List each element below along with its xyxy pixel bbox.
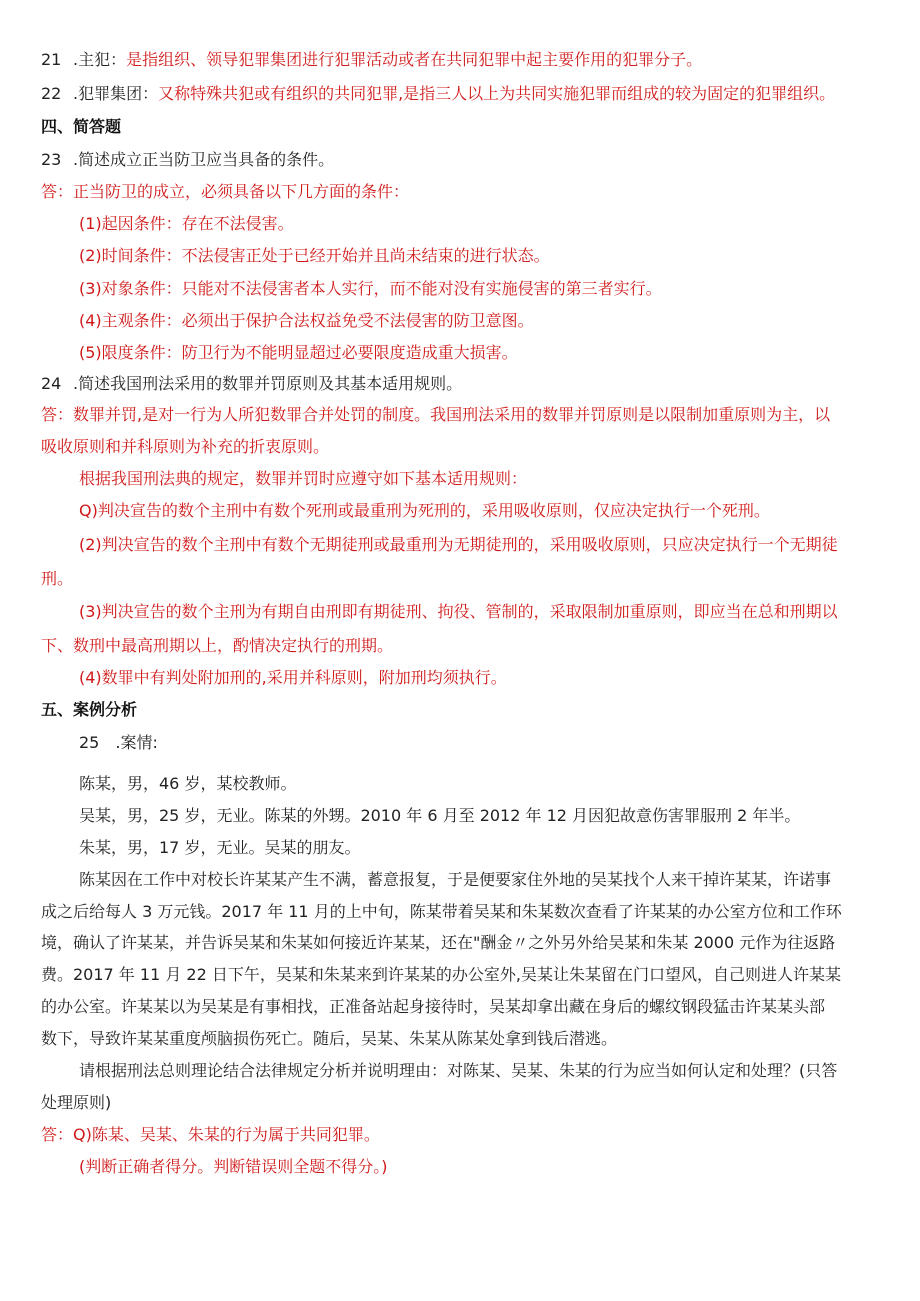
item-number: 24 [41,374,62,393]
rule: (2)判决宣告的数个主刑中有数个无期徒刑或最重刑为无期徒刑的，采用吸收原则，只应决定执行一个无期徒 [79,535,838,554]
section-heading: 五、案例分析 [41,700,138,719]
answer-intro: 答：正当防卫的成立，必须具备以下几方面的条件： [41,182,410,201]
case-person: 陈某，男，46 岁，某校教师。 [79,774,297,793]
item-21 [41,50,702,70]
case-story-line: 成之后给每人 3 万元钱。2017 年 11 月的上中旬，陈某带着吴某和朱某数次查看了许某某的办公室方位和工作环 [41,902,842,921]
case-question: 请根据刑法总则理论结合法律规定分析并说明理由：对陈某、吴某、朱某的行为应当如何认定和处理？(只答 [79,1061,838,1080]
answer-text: 答：数罪并罚,是对一行为人所犯数罪合并处罚的制度。我国刑法采用的数罪并罚原则是以限制加重原则为主，以 [41,405,831,424]
definition: 又称特殊共犯或有组织的共同犯罪,是指三人以上为共同实施犯罪而组成的较为固定的犯罪组织。 [158,84,836,103]
question-23 [41,150,334,170]
answer-text: 吸收原则和并科原则为补充的折衷原则。 [41,437,330,456]
question-text: .简述我国刑法采用的数罪并罚原则及其基本适用规则。 [73,374,463,393]
case-question: 处理原则) [41,1093,112,1112]
answer-point: (2)时间条件：不法侵害正处于已经开始并且尚未结束的进行状态。 [79,246,550,265]
case-story-line: 陈某因在工作中对校长许某某产生不满，蓄意报复，于是便要家住外地的吴某找个人来干掉许某某，许诺事 [79,870,832,889]
term: .主犯： [73,50,127,69]
term: .犯罪集团： [73,84,159,103]
case-heading: 25 .案情: [79,733,158,752]
section-heading: 四、简答题 [41,117,122,136]
case-story-line: 境，确认了许某某，并告诉吴某和朱某如何接近许某某，还在"酬金〃之外另外给吴某和朱某 2000 元作为往返路 [41,933,836,952]
item-number: 22 [41,84,62,103]
case-answer: 答：Q)陈某、吴某、朱某的行为属于共同犯罪。 [41,1125,380,1144]
definition: 是指组织、领导犯罪集团进行犯罪活动或者在共同犯罪中起主要作用的犯罪分子。 [126,50,703,69]
case-story-line: 费。2017 年 11 月 22 日下午，吴某和朱某来到许某某的办公室外,吴某让朱某留在门口望风，自己则进人许某某 [41,965,841,984]
question-24 [41,374,462,394]
rule: Q)判决宣告的数个主刑中有数个死刑或最重刑为死刑的，采用吸收原则，仅应决定执行一个死刑。 [79,501,770,520]
case-person: 吴某，男，25 岁，无业。陈某的外甥。2010 年 6 月至 2012 年 12 月因犯故意伤害罪服刑 2 年半。 [79,806,801,825]
rule-continued: 下、数刑中最高刑期以上，酌情决定执行的刑期。 [41,636,394,655]
answer-point: (5)限度条件：防卫行为不能明显超过必要限度造成重大损害。 [79,343,518,362]
rule-continued: 刑。 [41,569,74,588]
question-text: .简述成立正当防卫应当具备的条件。 [73,150,335,169]
answer-point: (3)对象条件：只能对不法侵害者本人实行，而不能对没有实施侵害的第三者实行。 [79,279,662,298]
item-number: 21 [41,50,62,69]
scoring-note: (判断正确者得分。判断错误则全题不得分。) [79,1157,388,1176]
case-person: 朱某，男，17 岁，无业。吴某的朋友。 [79,838,361,857]
item-number: 23 [41,150,62,169]
rules-intro: 根据我国刑法典的规定，数罪并罚时应遵守如下基本适用规则： [79,469,528,488]
answer-point: (4)主观条件：必须出于保护合法权益免受不法侵害的防卫意图。 [79,311,534,330]
case-story-line: 数下，导致许某某重度颅脑损伤死亡。随后，吴某、朱某从陈某处拿到钱后潜逃。 [41,1029,618,1048]
answer-point: (1)起因条件：存在不法侵害。 [79,214,294,233]
rule: (3)判决宣告的数个主刑为有期自由刑即有期徒刑、拘役、管制的，采取限制加重原则，即应当在总和刑期以 [79,602,838,621]
rule: (4)数罪中有判处附加刑的,采用并科原则，附加刑均须执行。 [79,668,507,687]
item-22 [41,84,835,104]
case-story-line: 的办公室。许某某以为吴某是有事相找，正准备站起身接待时，吴某却拿出藏在身后的螺纹钢段猛击许某某头部 [41,997,826,1016]
